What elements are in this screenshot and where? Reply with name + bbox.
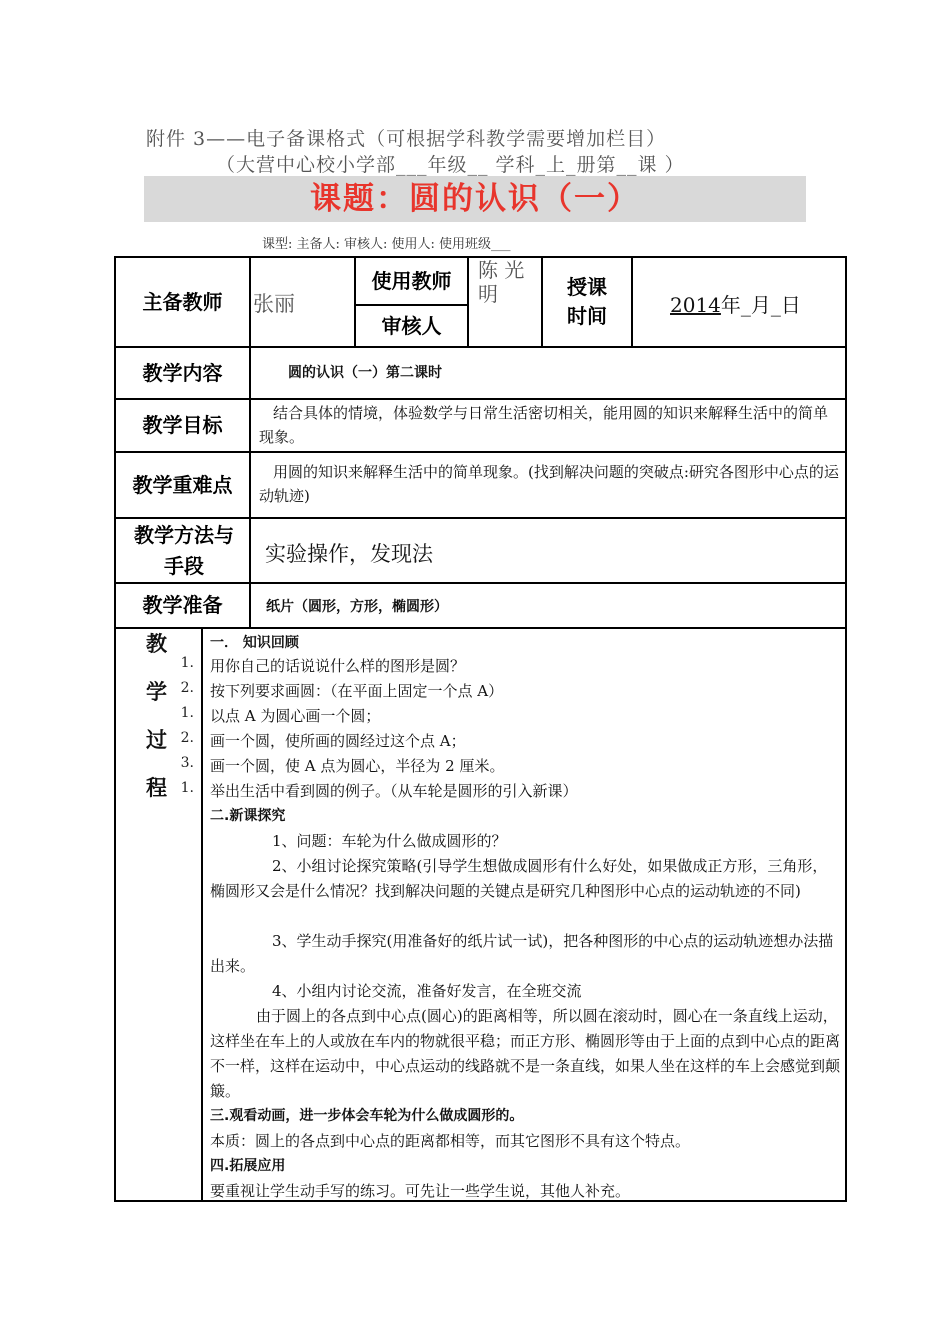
process-char: 学	[146, 680, 167, 704]
date-year: 2014	[670, 293, 721, 317]
list-item: 用你自己的话说说什么样的图形是圆？	[210, 657, 466, 675]
prep-value: 纸片（圆形，方形，椭圆形）	[266, 599, 448, 615]
main-teacher-label: 主备教师	[142, 289, 223, 314]
class-time-label: 授课时间	[567, 275, 607, 328]
list-item: 画一个圆，使 A 点为圆心，半径为 2 厘米。	[210, 757, 505, 775]
attachment-heading: 附件 3——电子备课格式（可根据学科教学需要增加栏目）	[146, 128, 667, 150]
key-points-label: 教学重难点	[132, 472, 233, 497]
section2-paragraph: 1、问题：车轮为什么做成圆形的？	[272, 832, 507, 850]
reviewer-label: 审核人	[381, 313, 442, 338]
list-item: 画一个圆，使所画的圆经过这个点 A；	[210, 732, 466, 750]
section4-title: 四.拓展应用	[210, 1158, 286, 1174]
list-item: 举出生活中看到圆的例子。（从车轮是圆形的引入新课）	[210, 782, 578, 800]
use-teacher-label: 使用教师	[371, 268, 452, 293]
list-item: 以点 A 为圆心画一个圆；	[210, 707, 381, 725]
section4-text: 要重视让学生动手写的练习。可先让一些学生说，其他人补充。	[210, 1182, 631, 1200]
goal-value: 结合具体的情境，体验数学与日常生活密切相关，能用圆的知识来解释生活中的简单现象。	[259, 404, 829, 446]
meta-line: 课型: 主备人: 审核人: 使用人: 使用班级___	[262, 237, 511, 252]
key-points-value: 用圆的知识来解释生活中的简单现象。(找到解决问题的突破点:研究各图形中心点的运动轨迹)	[259, 463, 839, 505]
section1-title: 一． 知识回顾	[210, 635, 299, 651]
list-number: 1.	[180, 655, 194, 671]
lesson-title: 课题：圆的认识（一）	[310, 181, 640, 217]
process-label	[146, 628, 174, 820]
goal-label: 教学目标	[142, 413, 223, 437]
list-number: 1.	[180, 780, 194, 796]
list-number: 1.	[180, 705, 194, 721]
class-date	[670, 289, 801, 318]
content-label: 教学内容	[142, 360, 223, 385]
method-value: 实验操作，发现法	[265, 542, 433, 566]
prep-label: 教学准备	[142, 593, 223, 617]
use-teacher-value: 陈 光 明	[478, 258, 525, 306]
list-number: 2.	[180, 680, 194, 696]
section2-paragraph: 3、学生动手探究(用准备好的纸片试一试)，把各种图形的中心点的运动轨迹想办法描出来。	[210, 932, 834, 975]
process-char: 过	[146, 728, 167, 752]
method-label: 教学方法与手段	[134, 522, 234, 578]
date-rest: 年_月_日	[720, 293, 801, 317]
section2-paragraph: 2、小组讨论探究策略(引导学生想做成圆形有什么好处，如果做成正方形，三角形，椭圆形又会是什么情况？找到解决问题的关键点是研究几种图形中心点的运动轨迹的不同)	[210, 857, 828, 900]
section3-title: 三.观看动画，进一步体会车轮为什么做成圆形的。	[210, 1108, 524, 1124]
list-number: 3.	[180, 755, 194, 771]
process-char: 教	[146, 632, 167, 656]
section3-text: 本质：圆上的各点到中心点的距离都相等，而其它图形不具有这个特点。	[210, 1132, 691, 1150]
reviewer-value	[470, 312, 538, 342]
main-teacher-value: 张丽	[253, 292, 295, 316]
process-char: 程	[146, 776, 167, 800]
school-grade-line: （大营中心校小学部___年级__ 学科_上_册第__课 ）	[216, 154, 685, 176]
section2-paragraph: 由于圆上的各点到中心点(圆心)的距离相等，所以圆在滚动时，圆心在一条直线上运动，这样坐在车上的人或放在车内的物就很平稳；而正方形、椭圆形等由于上面的点到中心点的距离不一样，这样在运动中，中心点运动的线路就不是一条直线，如果人坐在这样的车上会感觉到颠簸。	[210, 1007, 841, 1100]
section2-paragraph: 4、小组内讨论交流，准备好发言，在全班交流	[272, 982, 582, 1000]
content-value: 圆的认识（一）第二课时	[288, 365, 442, 381]
list-number: 2.	[180, 730, 194, 746]
section2-title: 二.新课探究	[210, 808, 286, 824]
list-item: 按下列要求画圆：（在平面上固定一个点 A）	[210, 682, 504, 700]
